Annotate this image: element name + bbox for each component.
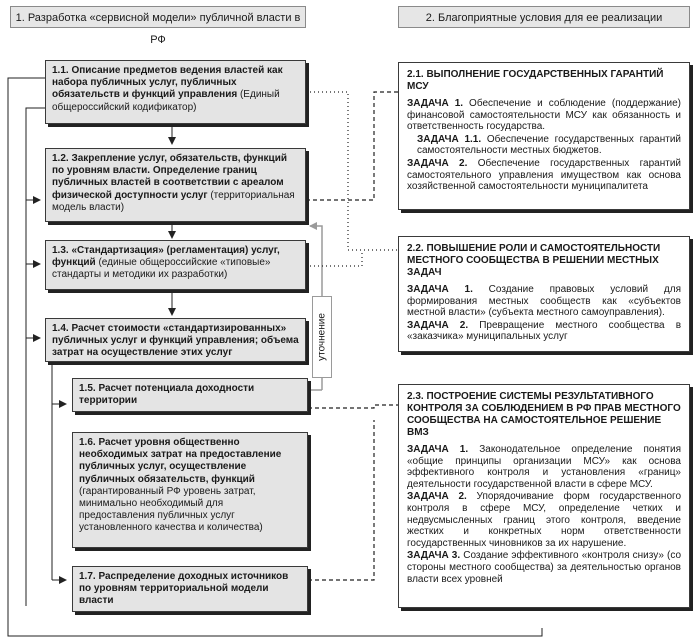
task-key: ЗАДАЧА 1.1.	[417, 133, 482, 145]
task-item	[407, 550, 681, 585]
task-key: ЗАДАЧА 1.	[407, 98, 464, 109]
step-1-3-note: (единые общероссийские «типовые» стандарты и методики их разработки)	[52, 257, 271, 281]
step-1-3-title: 1.3. «Стандартизация» (регламентация) услуг, функций	[52, 245, 280, 269]
task-item	[407, 158, 681, 193]
step-1-1-note: (Единый общероссийский кодификатор)	[52, 89, 280, 113]
task-key: ЗАДАЧА 2.	[407, 491, 467, 503]
task-key: ЗАДАЧА 2.	[407, 157, 468, 169]
step-1-6-title: 1.6. Расчет уровня общественно необходимых затрат на предоставление публичных услуг, осуществление публичных обязательств, функций	[79, 437, 282, 485]
right-column-header: 2. Благоприятные условия для ее реализации	[398, 6, 690, 28]
task-item	[417, 134, 681, 157]
step-1-6-note: (гарантированный РФ уровень затрат, минимально необходимый для предоставления публичных услуг установленного качества и количества)	[79, 485, 263, 534]
task-key: ЗАДАЧА 2.	[407, 319, 469, 331]
task-text: Обеспечение и соблюдение (поддержание) финансовой самостоятельности МСУ как обязанность и ответственность государства.	[407, 98, 681, 133]
step-1-2-note: (территориальная модель власти)	[52, 189, 295, 213]
task-text: Создание эффективного «контроля снизу» (со стороны местного сообщества) за деятельностью органов власти всех уровней	[407, 550, 682, 585]
step-1-3-box	[45, 240, 306, 290]
task-item	[407, 284, 681, 319]
task-item	[407, 320, 681, 343]
condition-2-2-box	[398, 236, 690, 352]
task-item	[407, 444, 681, 490]
feedback-label-box	[312, 296, 332, 378]
step-1-1-title: 1.1. Описание предметов ведения властей как набора публичных услуг, публичных обязательств и функций управления	[52, 65, 283, 101]
task-key: ЗАДАЧА 3.	[407, 550, 461, 562]
task-key: ЗАДАЧА 1.	[407, 284, 473, 295]
step-1-7-title: 1.7. Распределение доходных источников по уровням территориальной модели власти	[79, 571, 289, 607]
left-column-header: 1. Разработка «сервисной модели» публичной власти в РФ	[10, 6, 306, 28]
step-1-4-title: 1.4. Расчет стоимости «стандартизированных» публичных услуг и функций управления; объема затрат на осуществление этих услуг	[52, 323, 299, 359]
task-text: Создание правовых условий для формирования местных сообществ как «субъектов местной власти» (субъекта местного самоуправления).	[407, 284, 682, 319]
task-text: Законодательное определение понятия «общие принципы организации МСУ» как основа эффективного контроля и установления «границ» деятельности государственной власти в сфере МСУ.	[407, 444, 681, 490]
step-1-1-box	[45, 60, 306, 124]
feedback-label: уточнение	[316, 313, 328, 361]
task-text: Обеспечение государственных гарантий самостоятельного управления имуществом как основа хозяйственной самостоятельности муниципалитета	[407, 157, 682, 193]
step-1-5-box	[72, 378, 308, 412]
condition-2-3-title: 2.3. ПОСТРОЕНИЕ СИСТЕМЫ РЕЗУЛЬТАТИВНОГО КОНТРОЛЯ ЗА СОБЛЮДЕНИЕМ В РФ ПРАВ МЕСТНОГО СООБЩЕСТВА НА САМОСТОЯТЕЛЬНОЕ РЕШЕНИЕ ВМЗ	[407, 391, 681, 438]
step-1-6-box	[72, 432, 308, 548]
task-key: ЗАДАЧА 1.	[407, 444, 469, 455]
condition-2-2-title: 2.2. ПОВЫШЕНИЕ РОЛИ И САМОСТОЯТЕЛЬНОСТИ МЕСТНОГО СООБЩЕСТВА В РЕШЕНИИ МЕСТНЫХ ЗАДАЧ	[407, 243, 661, 278]
step-1-4-box	[45, 318, 306, 362]
task-text: Упорядочивание форм государственного контроля в сфере МСУ, определение четких и недвусмысленных границ этого контроля, введение жестких и конкретных норм ответственности государственных чиновников за их нарушение.	[407, 491, 681, 549]
condition-2-3-box	[398, 384, 690, 608]
step-1-2-title: 1.2. Закрепление услуг, обязательств, функций по уровням власти. Определение границ публичных властей в соответствии с ареалом физической доступности услуг	[52, 153, 287, 201]
step-1-5-title: 1.5. Расчет потенциала доходности территории	[79, 383, 255, 407]
task-text: Обеспечение государственных гарантий самостоятельности местных бюджетов.	[417, 133, 681, 157]
task-text: Превращение местного сообщества в «заказчика» муниципальных услуг	[407, 319, 682, 343]
step-1-7-box	[72, 566, 308, 612]
condition-2-1-box	[398, 62, 690, 210]
task-item	[407, 491, 681, 549]
task-item	[407, 98, 681, 133]
condition-2-1-title: 2.1. ВЫПОЛНЕНИЕ ГОСУДАРСТВЕННЫХ ГАРАНТИЙ МСУ	[407, 69, 664, 92]
step-1-2-box	[45, 148, 306, 222]
